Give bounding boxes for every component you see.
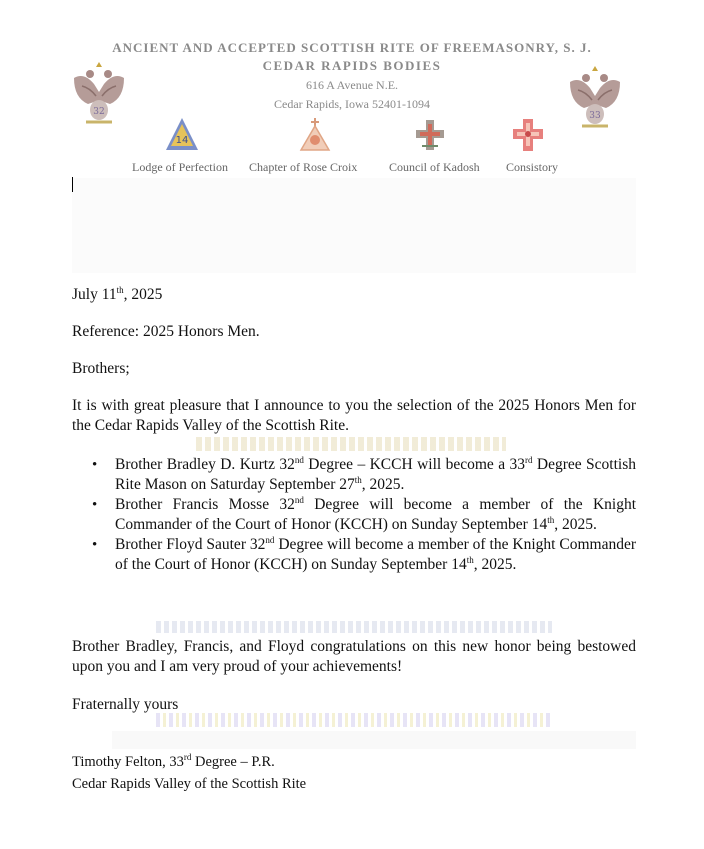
- decorative-band: [156, 713, 552, 727]
- letterhead-subtitle: CEDAR RAPIDS BODIES: [262, 58, 442, 73]
- body-label-chapter-of-rose-croix: Chapter of Rose Croix: [249, 160, 358, 174]
- blank-area: [112, 731, 636, 749]
- decorative-band: [196, 437, 506, 451]
- letter-reference: Reference: 2025 Honors Men.: [72, 323, 260, 340]
- letterhead-address-street: 616 A Avenue N.E.: [305, 78, 399, 92]
- svg-text:14: 14: [175, 135, 189, 146]
- list-item: • Brother Floyd Sauter 32nd Degree will become a member of the Knight Commander of the Court of Honor (KCCH) on Sunday September 14th, 2025.: [72, 535, 636, 575]
- body-label-lodge-of-perfection: Lodge of Perfection: [132, 160, 228, 174]
- blank-area: [72, 178, 636, 273]
- signature-name: Timothy Felton, 33rd Degree – P.R.: [72, 752, 275, 770]
- svg-text:33: 33: [589, 111, 601, 121]
- double-headed-eagle-icon: [70, 58, 128, 130]
- letterhead-address-city: Cedar Rapids, Iowa 52401-1094: [274, 97, 430, 111]
- honorees-list: [72, 455, 636, 575]
- body-label-council-of-kadosh: Council of Kadosh: [389, 160, 480, 174]
- letter-greeting: Brothers;: [72, 360, 130, 377]
- letterhead-title: ANCIENT AND ACCEPTED SCOTTISH RITE OF FREEMASONRY, S. J.: [112, 40, 592, 55]
- text-cursor: [72, 177, 73, 192]
- decorative-band: [156, 621, 552, 633]
- body-label-consistory: Consistory: [506, 160, 559, 174]
- signature-organization: Cedar Rapids Valley of the Scottish Rite: [72, 776, 307, 792]
- kadosh-cross-emblem-icon: [412, 116, 448, 154]
- letter-congratulations: Brother Bradley, Francis, and Floyd congratulations on this new honor being bestowed upon you and I am very proud of your achievements!: [72, 638, 636, 675]
- letter-date: July 11th, 2025: [72, 284, 163, 303]
- letter-intro: It is with great pleasure that I announce to you the selection of the 2025 Honors Men for the Cedar Rapids Valley of the Scottish Rite.: [72, 397, 636, 434]
- consistory-cross-emblem-icon: [510, 116, 546, 154]
- list-item: • Brother Bradley D. Kurtz 32nd Degree – KCCH will become a 33rd Degree Scottish Rite Mason on Saturday September 27th, 2025.: [72, 455, 636, 495]
- list-item: • Brother Francis Mosse 32nd Degree will become a member of the Knight Commander of the Court of Honor (KCCH) on Sunday September 14th, 2025.: [72, 495, 636, 535]
- rose-croix-emblem-icon: [297, 116, 333, 154]
- triangle-emblem-icon: [164, 116, 200, 154]
- letter-closing: Fraternally yours: [72, 696, 179, 713]
- svg-text:32: 32: [93, 107, 105, 117]
- double-headed-eagle-icon: [566, 62, 624, 134]
